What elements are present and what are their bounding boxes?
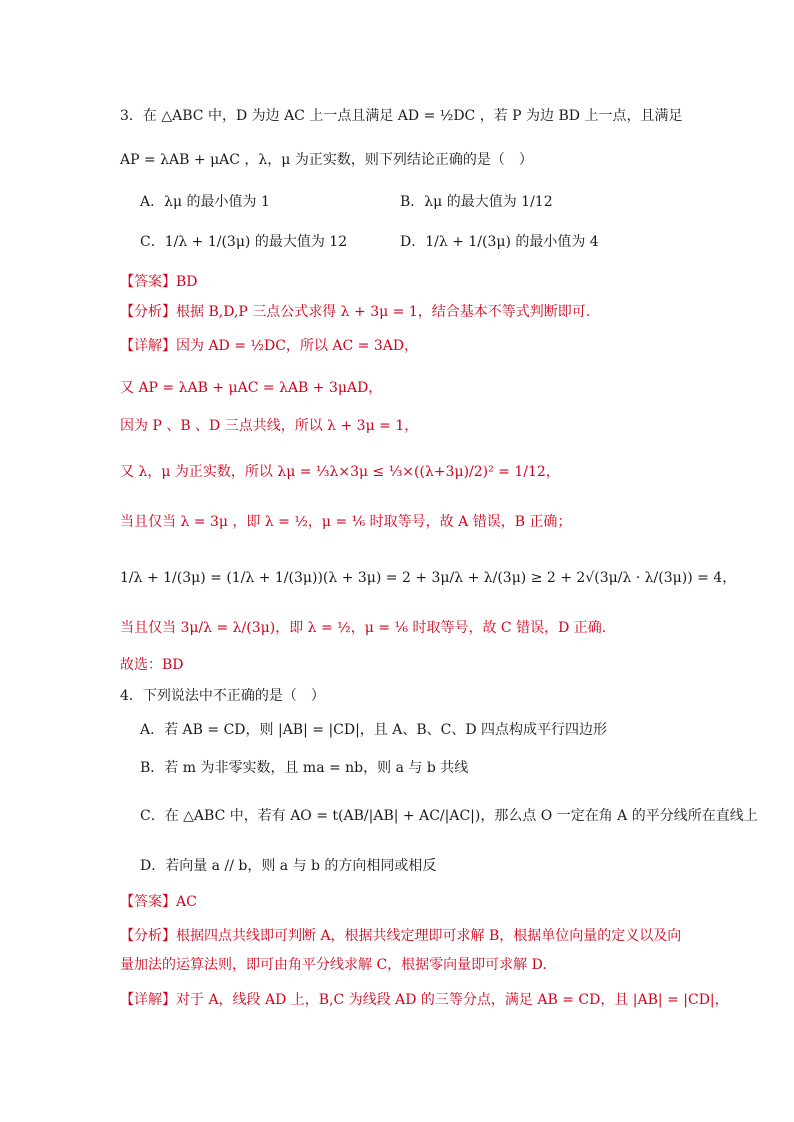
- q3-conclusion: 故选：BD: [120, 657, 184, 673]
- q3-detail-1: 【详解】因为 AD = ½DC，所以 AC = 3AD，: [120, 338, 419, 354]
- q4-option-c: C．在 △ABC 中，若有 AO = t(AB/|AB| + AC/|AC|)，那么点 O 一定在角 A 的平分线所在直线上: [140, 808, 758, 824]
- q4-detail-1: 【详解】对于 A，线段 AD 上，B,C 为线段 AD 的三等分点，满足 AB = CD，且 |AB| = |CD|，: [120, 992, 729, 1008]
- q3-stem-line1: 3．在 △ABC 中，D 为边 AC 上一点且满足 AD = ½DC ，若 P 为边 BD 上一点，且满足: [120, 108, 683, 124]
- q3-stem-line2: AP = λAB + μAC ，λ，μ 为正实数，则下列结论正确的是（ ）: [120, 152, 533, 168]
- q4-answer: 【答案】AC: [120, 894, 197, 910]
- q4-option-b: B．若 m 为非零实数，且 ma = nb，则 a 与 b 共线: [140, 760, 469, 776]
- q3-detail-6: 1/λ + 1/(3μ) = (1/λ + 1/(3μ))(λ + 3μ) = 2 + 3μ/λ + λ/(3μ) ≥ 2 + 2√(3μ/λ · λ/(3μ)) = 4，: [120, 570, 737, 586]
- q3-analysis: 【分析】根据 B,D,P 三点公式求得 λ + 3μ = 1，结合基本不等式判断即可.: [120, 304, 591, 320]
- q4-stem: 4．下列说法中不正确的是（ ）: [120, 688, 325, 704]
- q3-detail-4: 又 λ，μ 为正实数，所以 λμ = ⅓λ×3μ ≤ ⅓×((λ+3μ)/2)² = 1/12，: [120, 464, 560, 480]
- q3-answer: 【答案】BD: [120, 274, 198, 290]
- q3-detail-3: 因为 P 、B 、D 三点共线，所以 λ + 3μ = 1，: [120, 418, 419, 434]
- q3-detail-5: 当且仅当 λ = 3μ ，即 λ = ½，μ = ⅙ 时取等号，故 A 错误，B 正确；: [120, 514, 572, 530]
- q4-option-d: D．若向量 a // b，则 a 与 b 的方向相同或相反: [140, 858, 437, 874]
- q3-detail-7: 当且仅当 3μ/λ = λ/(3μ)，即 λ = ½，μ = ⅙ 时取等号，故 C 错误，D 正确.: [120, 620, 607, 636]
- q4-analysis-1: 【分析】根据四点共线即可判断 A，根据共线定理即可求解 B，根据单位向量的定义以及向: [120, 928, 682, 944]
- q3-option-a: A．λμ 的最小值为 1: [140, 194, 270, 210]
- q3-detail-2: 又 AP = λAB + μAC = λAB + 3μAD，: [120, 380, 383, 396]
- q3-option-b: B．λμ 的最大值为 1/12: [400, 194, 553, 210]
- q4-option-a: A．若 AB = CD，则 |AB| = |CD|，且 A、B、C、D 四点构成平行四边形: [140, 722, 608, 738]
- q3-option-d: D．1/λ + 1/(3μ) 的最小值为 4: [400, 234, 599, 250]
- q4-analysis-2: 量加法的运算法则，即可由角平分线求解 C，根据零向量即可求解 D.: [120, 957, 547, 973]
- q3-option-c: C．1/λ + 1/(3μ) 的最大值为 12: [140, 234, 348, 250]
